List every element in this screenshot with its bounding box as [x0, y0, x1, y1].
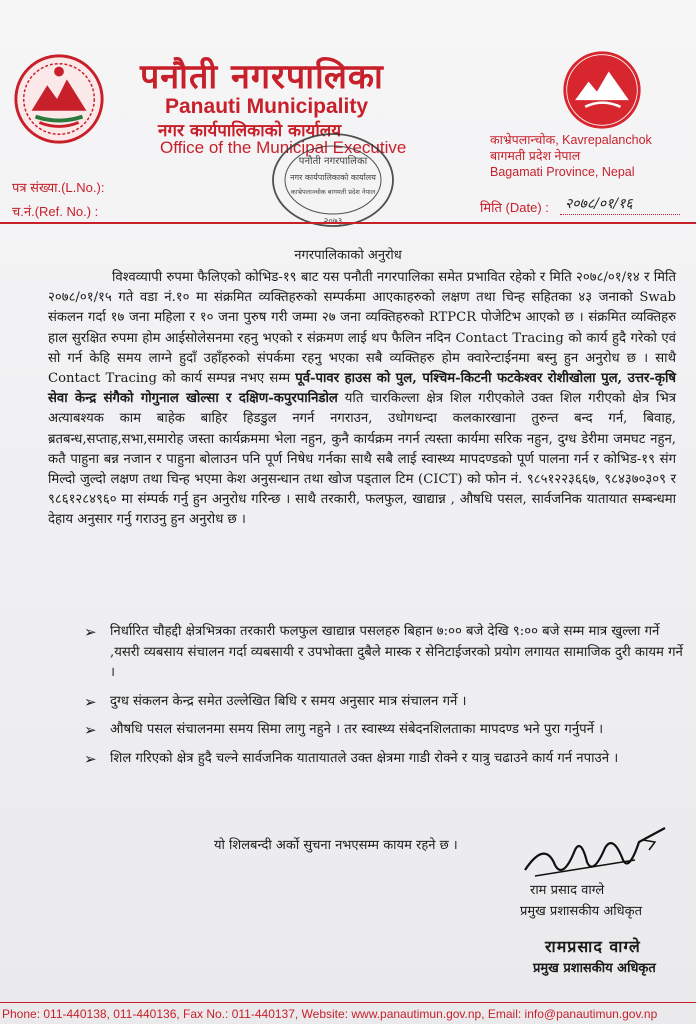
footer-contact [0, 1002, 696, 1024]
body-part-1: विश्वव्यापी रुपमा फैलिएको कोभिड-१९ बाट यस पनौती नगरपालिका समेत प्रभावित रहेको र मिति २०७८/०१/१४ र मिति २०७८/०१/१५ गते वडा नं.१० मा संक्रमित व्यक्तिहरुको सम्पर्कमा आएकाहरुको लक्षण तथा चिन्ह सहितका ४३ जनाको Swab संकलन गर्दा १७ जना महिला र १० जना पुरुष गरी जम्मा २७ जना व्यक्तिहरुको RTPCR पोजेटिभ आएको छ । संक्रमित व्यक्तिहरु हाल सुरक्षित रुपमा होम आईसोलेसनमा रहनु भएको र संक्रमण लाई थप फैलिन नदिन Contact Tracing को कार्य हुदै गरेको एवं सो गर्न केहि समय लाग्ने हुदाँ उहाँहरुको संपर्कमा रहनु भएका सबै व्यक्तिहरु होम क्वारेन्टाईनमा बस्नु हुन अनुरोध छ । साथै Contact Tracing को कार्य सम्पन्न नभए सम्म [48, 270, 676, 387]
closing-statement: यो शिलबन्दी अर्को सुचना नभएसम्म कायम रहने छ । [214, 838, 458, 853]
header-divider [0, 222, 696, 224]
address-line-2: बागमती प्रदेश नेपाल [490, 149, 581, 163]
address-line-3: Bagamati Province, Nepal [490, 165, 635, 179]
instruction-list [84, 622, 684, 777]
date-label: मिति (Date) : [480, 200, 549, 215]
stamp-text-1: पनौती नगरपालिका [298, 156, 368, 167]
arrow-bullet-icon: ➢ [84, 623, 97, 641]
list-item-text: शिल गरिएको क्षेत्र हुदै चल्ने सार्वजनिक यातायातले उक्त क्षेत्रमा गाडी रोक्ने र यात्रु चढाउने कार्य गर्न नपाउने । [110, 750, 619, 766]
address-block [490, 132, 690, 180]
office-title-nepali: नगर कार्यपालिकाको कार्यालय [158, 121, 342, 141]
ref-no-label: च.नं.(Ref. No.) : [12, 204, 99, 219]
list-item [84, 622, 684, 684]
list-item [84, 749, 684, 770]
list-item-text: औषधि पसल संचालनमा समय सिमा लागु नहुने । तर स्वास्थ्य संबेदनशिलताका मापदण्ड भने पुरा गर्नुपर्ने । [110, 722, 604, 737]
list-item-text: दुग्ध संकलन केन्द्र समेत उल्लेखित बिधि र समय अनुसार मात्र संचालन गर्ने । [110, 693, 467, 709]
municipality-title-english: Panauti Municipality [165, 95, 369, 118]
date-value: २०७८/०१/१६ [565, 196, 633, 212]
office-title-english: Office of the Municipal Executive [160, 138, 407, 157]
list-item-text: निर्धारित चौहद्दी क्षेत्रभित्रका तरकारी फलफुल खाद्यान्न पसलहरु बिहान ७:०० बजे देखि ९:०० बजे सम्म मात्र खुल्ला गर्ने ,यसरी व्यबसाय संचालन गर्दा व्यबसायी र उपभोक्ता दुबैले मास्क र सेनिटाईजरको प्रयोग लगायत सामाजिक दुरी कायम गर्ने । [110, 624, 683, 680]
notice-heading: नगरपालिकाको अनुरोध [294, 248, 402, 263]
list-item [84, 720, 684, 741]
footer-text: Phone: 011-440138, 011-440136, Fax No.: 011-440137, Website: www.panautimun.gov.np, Email: info@panautimun.gov.np [2, 1007, 658, 1021]
notice-body [48, 268, 676, 531]
nepal-emblem-icon [10, 50, 108, 148]
stamp-text-3: काभ्रेपलाञ्चोक बागमती प्रदेश नेपाल [290, 188, 376, 196]
signatory-name: राम प्रसाद वाग्ले [530, 883, 605, 898]
seal-name: रामप्रसाद वाग्ले [545, 937, 641, 956]
body-sealed-area: पूर्व-पावर हाउस को पुल, पश्चिम-किटनी फटकेश्वर रोशीखोला पुल, उत्तर-कृषि सेवा केन्द्र संगैको गोगुनाल खोल्सा र दक्षिण-कपुरपानिडोल [48, 371, 676, 407]
seal-title: प्रमुख प्रशासकीय अधिकृत [533, 961, 656, 976]
body-part-3: यति चारकिल्ला क्षेत्र शिल गरीएकोले उक्त शिल गरीएको क्षेत्र भित्र अत्याबश्यक काम बाहेक बाहिर हिडडुल नगर्न नगराउन, उधोगधन्दा कलकारखाना तुरुन्त बन्द गर्न, बिवाह, ब्रतबन्ध,सप्ताह,सभा,समारोह जस्ता कार्यक्रममा भेला नहुन, कुनै कार्यक्रम नगर्न त्यस्ता कार्यमा सरिक नहुन, दुग्ध डेरीमा जमघट नहुन, कतै पाहुना बन्न नजान र पाहुना बोलाउन पनि पूर्ण निषेध गर्नका साथै सबै लाई स्वास्थ्य मापदण्डको पूर्ण पालना गर्न र कोभिड-१९ संग मिल्दो जुल्दो लक्षण तथा चिन्ह भएमा केश अनुसन्धान तथा खोज पड्ताल टिम (CICT) को फोन नं. ९८५१२२३६६७, ९८४३७०३०९ र ९८६१२८४९६० मा संम्पर्क गर्नु हुन अनुरोध गरिन्छ । साथै तरकारी, फलफुल, खाद्यान्न , औषधि पसल, सार्वजनिक यातायात सम्बन्धमा देहाय अनुसार गर्नु गराउनु हुन अनुरोध छ । [48, 391, 676, 528]
arrow-bullet-icon: ➢ [84, 721, 97, 739]
letter-no-label: पत्र संख्या.(L.No.): [12, 180, 105, 195]
stamp-text-2: नगर कार्यपालिकाको कार्यालय [290, 173, 376, 182]
date-dotted-line [560, 214, 680, 215]
office-stamp [268, 130, 398, 230]
municipality-logo-icon [560, 48, 644, 132]
address-line-1: काभ्रेपलान्चोक, Kavrepalanchok [490, 133, 652, 147]
arrow-bullet-icon: ➢ [84, 749, 97, 768]
list-item [84, 692, 684, 713]
signatory-title: प्रमुख प्रशासकीय अधिकृत [520, 904, 643, 919]
municipality-title-nepali: पनौती नगरपालिका [140, 57, 384, 97]
arrow-bullet-icon: ➢ [84, 692, 97, 711]
